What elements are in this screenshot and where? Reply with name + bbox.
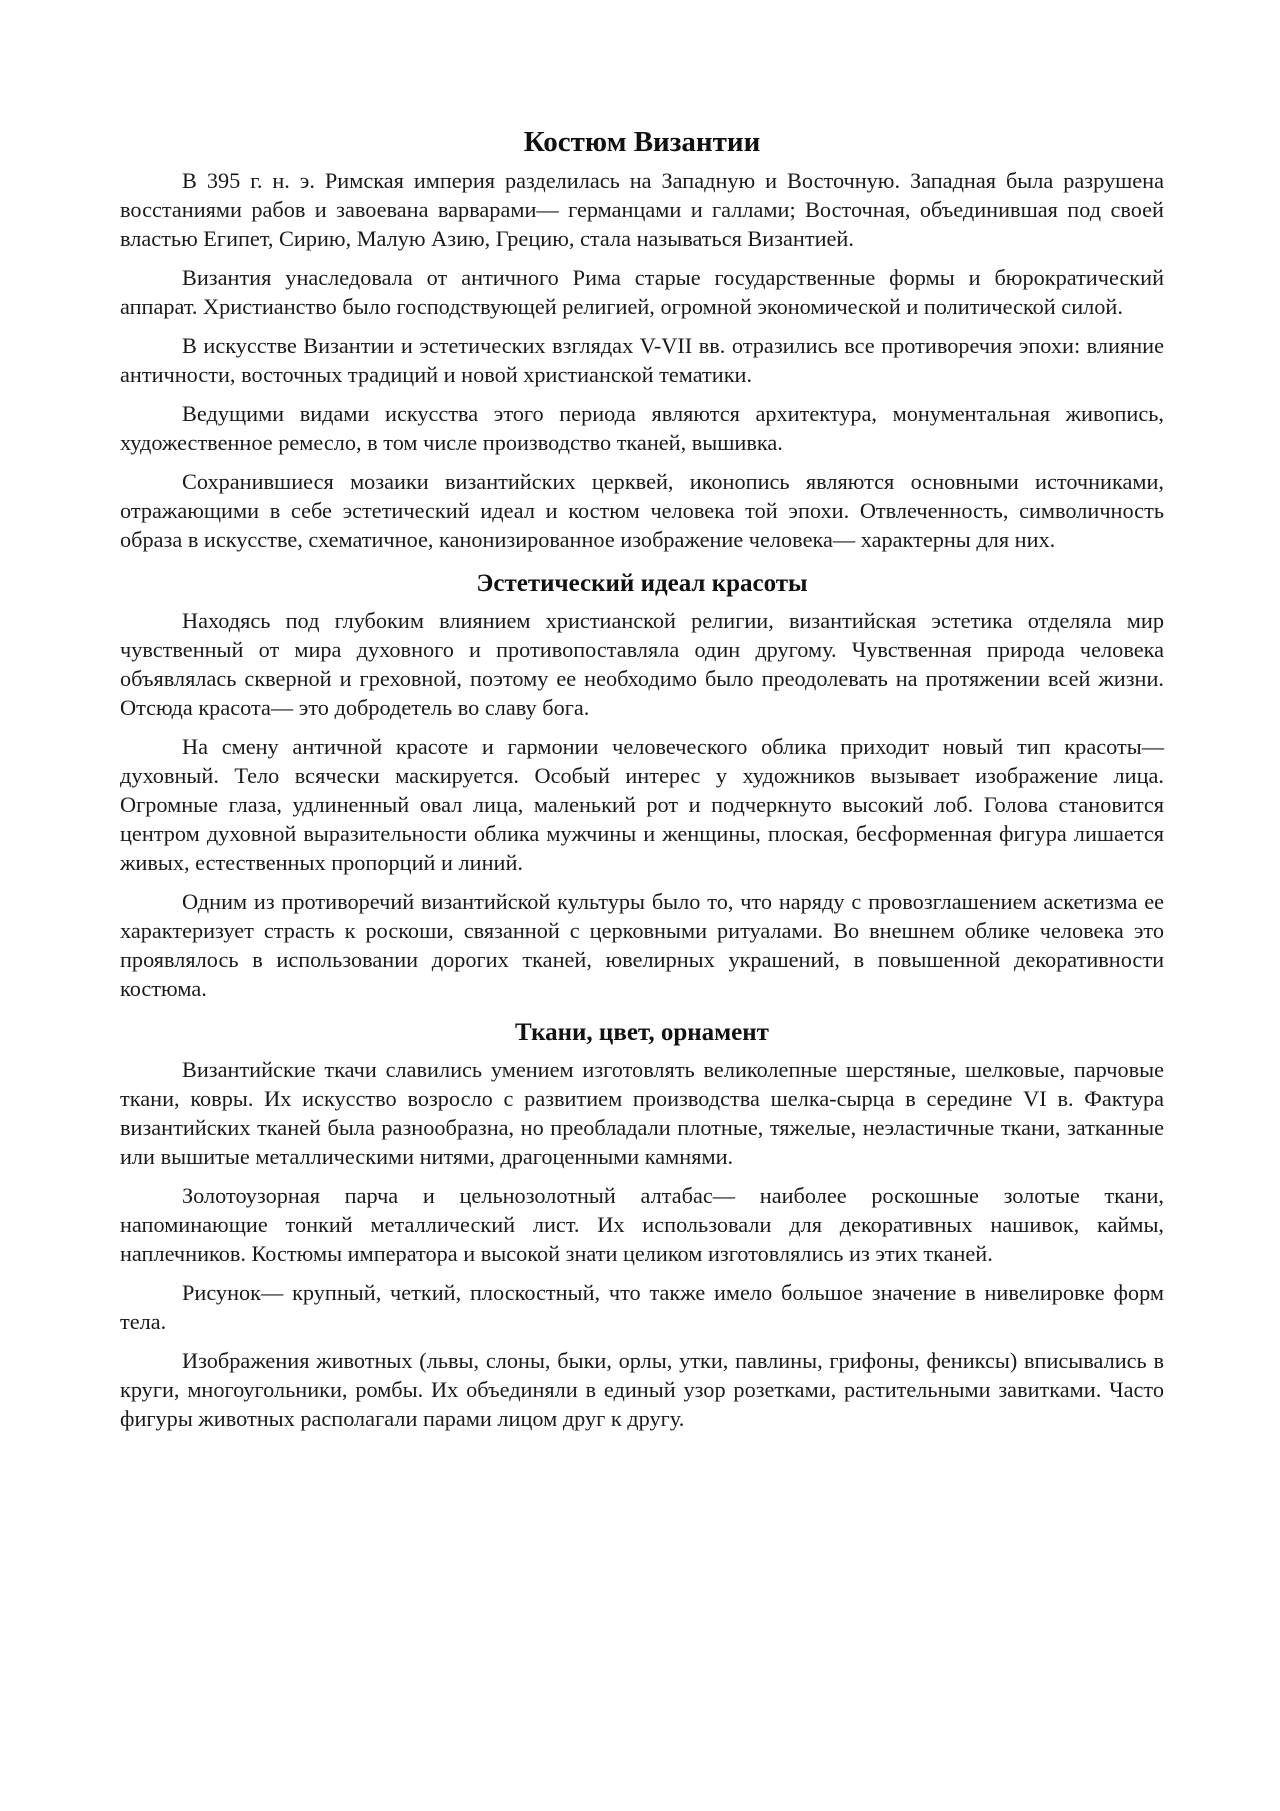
intro-section — [120, 166, 1164, 554]
paragraph: Византийские ткачи славились умением изготовлять великолепные шерстяные, шелковые, парчовые ткани, ковры. Их искусство возросло с развитием производства шелка-сырца в середине VI в. Фактура византийских тканей была разнообразна, но преобладали плотные, тяжелые, неэластичные ткани, затканные или вышитые металлическими нитями, драгоценными камнями. — [120, 1057, 1164, 1169]
paragraph: Одним из противоречий византийской культуры было то, что наряду с провозглашением аскетизма ее характеризует страсть к роскоши, связанной с церковными ритуалами. Во внешнем облике человека это проявлялось в использовании дорогих тканей, ювелирных украшений, в повышенной декоративности костюма. — [120, 889, 1164, 1001]
paragraph: Изображения животных (львы, слоны, быки, орлы, утки, павлины, грифоны, фениксы) вписывались в круги, многоугольники, ромбы. Их объединяли в единый узор розетками, растительными завитками. Часто фигуры животных располагали парами лицом друг к другу. — [120, 1348, 1164, 1431]
paragraph: Золотоузорная парча и цельнозолотный алтабас— наиболее роскошные золотые ткани, напоминающие тонкий металлический лист. Их использовали для декоративных нашивок, каймы, наплечников. Костюмы императора и высокой знати целиком изготовлялись из этих тканей. — [120, 1183, 1164, 1266]
paragraph: Находясь под глубоким влиянием христианской религии, византийская эстетика отделяла мир чувственный от мира духовного и противопоставляла один другому. Чувственная природа человека объявлялась скверной и греховной, поэтому ее необходимо было преодолевать на протяжении всей жизни. Отсюда красота— это добродетель во славу бога. — [120, 608, 1164, 720]
paragraph: В искусстве Византии и эстетических взглядах V-VII вв. отразились все противоречия эпохи: влияние античности, восточных традиций и новой христианской тематики. — [120, 333, 1164, 387]
paragraph: Византия унаследовала от античного Рима старые государственные формы и бюрократический аппарат. Христианство было господствующей религией, огромной экономической и политической силой. — [120, 265, 1164, 319]
section-heading: Ткани, цвет, орнамент — [515, 1019, 769, 1046]
paragraph: Сохранившиеся мозаики византийских церквей, иконопись являются основными источниками, отражающими в себе эстетический идеал и костюм человека той эпохи. Отвлеченность, символичность образа в искусстве, схематичное, канонизированное изображение человека— характерны для них. — [120, 469, 1164, 552]
page-title: Костюм Византии — [523, 126, 761, 158]
paragraph: На смену античной красоте и гармонии человеческого облика приходит новый тип красоты— духовный. Тело всячески маскируется. Особый интерес у художников вызывает изображение лица. Огромные глаза, удлиненный овал лица, маленький рот и подчеркнуто высокий лоб. Голова становится центром духовной выразительности облика мужчины и женщины, плоская, бесформенная фигура лишается живых, естественных пропорций и линий. — [120, 734, 1164, 875]
paragraph: В 395 г. н. э. Римская империя разделилась на Западную и Восточную. Западная была разрушена восстаниями рабов и завоевана варварами— германцами и галлами; Восточная, объединившая под своей властью Египет, Сирию, Малую Азию, Грецию, стала называться Византией. — [120, 168, 1164, 251]
paragraph: Рисунок— крупный, четкий, плоскостный, что также имело большое значение в нивелировке форм тела. — [120, 1280, 1164, 1334]
aesthetic-ideal-section — [120, 564, 1164, 1003]
section-heading: Эстетический идеал красоты — [476, 570, 808, 597]
fabrics-section — [120, 1013, 1164, 1433]
paragraph: Ведущими видами искусства этого периода являются архитектура, монументальная живопись, художественное ремесло, в том числе производство тканей, вышивка. — [120, 401, 1164, 455]
